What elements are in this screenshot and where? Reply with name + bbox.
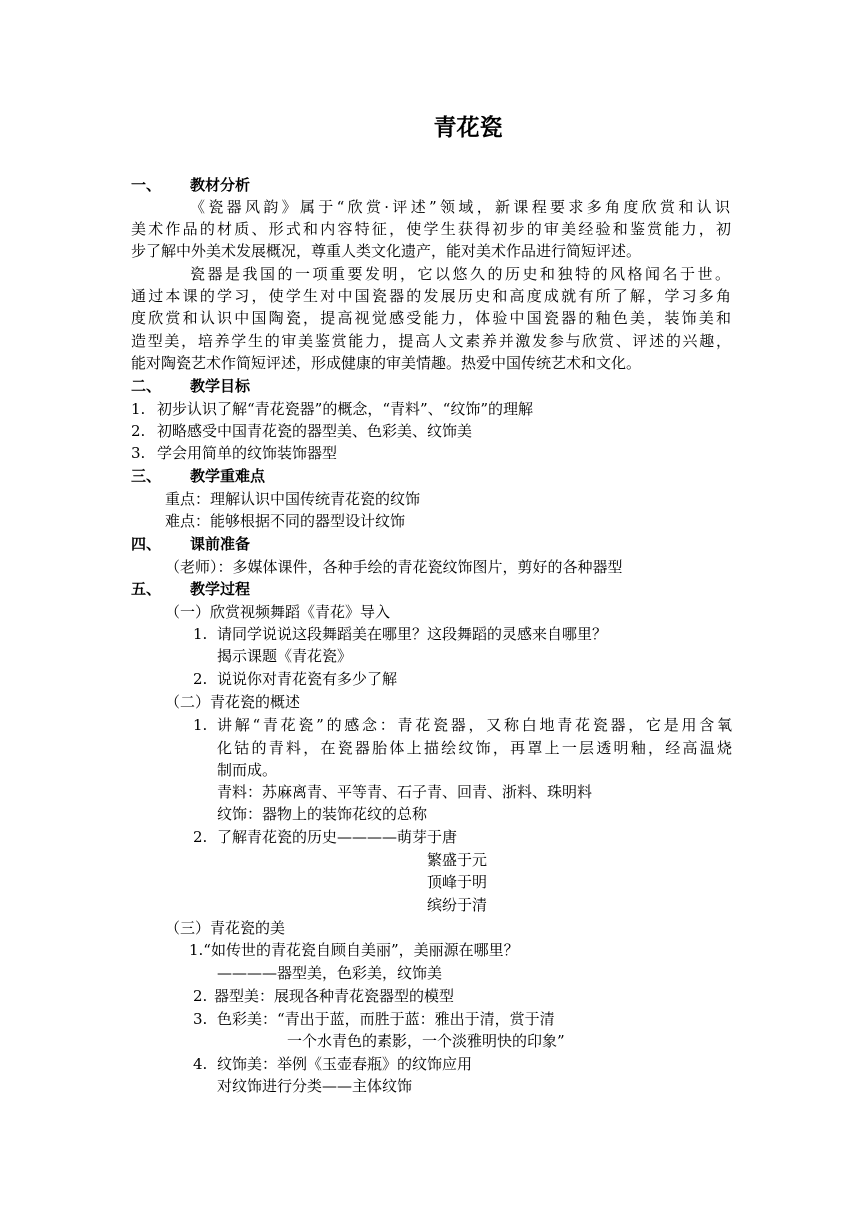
- step-1-item-2-number: 2.: [193, 670, 208, 688]
- goal-1-number: 1.: [131, 400, 146, 418]
- step-3-item-3-number: 3.: [193, 1010, 208, 1028]
- step-1-item-1-number: 1.: [193, 625, 208, 643]
- history-yuan: 繁盛于元: [427, 851, 488, 869]
- section-3-heading: 教学重难点: [190, 467, 266, 485]
- section-1-para-2-line-5: 能对陶瓷艺术作简短评述，形成健康的审美情趣。热爱中国传统艺术和文化。: [131, 354, 642, 372]
- goal-1-text: 初步认识了解“青花瓷器”的概念，“青料”、“纹饰”的理解: [157, 400, 534, 418]
- section-1-number: 一、: [131, 176, 162, 194]
- section-5-number: 五、: [131, 580, 162, 598]
- step-2-heading: （二）青花瓷的概述: [165, 693, 301, 711]
- step-3-item-3-text: 色彩美：“青出于蓝，而胜于蓝：雅出于清，赏于清: [217, 1010, 555, 1028]
- history-ming: 顶峰于明: [427, 873, 488, 891]
- section-4-number: 四、: [131, 535, 162, 553]
- section-1-para-2-line-2: 通过本课的学习，使学生对中国瓷器的发展历史和高度成就有所了解，学习多角: [131, 287, 731, 305]
- step-2-item-1-line-2: 化钴的青料，在瓷器胎体上描绘纹饰，再罩上一层透明釉，经高温烧: [217, 739, 732, 757]
- step-2-item-1-number: 1.: [193, 716, 208, 734]
- difficult-point-line: 难点：能够根据不同的器型设计纹饰: [165, 512, 406, 530]
- wenshi-line: 纹饰：器物上的装饰花纹的总称: [217, 805, 428, 823]
- preparation-line: （老师）：多媒体课件，各种手绘的青花瓷纹饰图片，剪好的各种器型: [165, 558, 623, 576]
- step-3-item-4-text: 纹饰美：举例《玉壶春瓶》的纹饰应用: [217, 1055, 473, 1073]
- goal-3-number: 3.: [131, 444, 146, 462]
- step-1-item-2-text: 说说你对青花瓷有多少了解: [217, 670, 398, 688]
- step-3-item-2-number: 2.: [193, 987, 208, 1005]
- section-1-para-2-line-3: 度欣赏和认识中国陶瓷，提高视觉感受能力，体验中国瓷器的釉色美，装饰美和: [131, 309, 731, 327]
- section-1-para-1-line-1: 《瓷器风韵》属于“欣赏·评述”领域，新课程要求多角度欣赏和认识: [190, 198, 730, 216]
- section-5-heading: 教学过程: [190, 580, 251, 598]
- step-3-heading: （三）青花瓷的美: [165, 919, 286, 937]
- history-qing: 缤纷于清: [427, 896, 488, 914]
- step-3-item-3-subline: 一个水青色的素影，一个淡雅明快的印象”: [287, 1032, 565, 1050]
- step-3-item-1-text: 1.“如传世的青花瓷自顾自美丽”，美丽源在哪里？: [189, 941, 519, 959]
- step-3-item-4-number: 4.: [193, 1055, 208, 1073]
- page-title: 青花瓷: [433, 114, 503, 141]
- step-2-item-2-number: 2.: [193, 828, 208, 846]
- step-3-item-1-subline: ————器型美，色彩美，纹饰美: [217, 964, 443, 982]
- section-1-heading: 教材分析: [190, 176, 251, 194]
- step-2-item-1-line-3: 制而成。: [217, 761, 278, 779]
- step-1-heading: （一）欣赏视频舞蹈《青花》导入: [165, 603, 391, 621]
- step-1-item-1-text: 请同学说说这段舞蹈美在哪里？这段舞蹈的灵感来自哪里？: [217, 625, 608, 643]
- section-4-heading: 课前准备: [190, 535, 251, 553]
- step-2-item-1-line-1: 讲解“青花瓷”的感念：青花瓷器，又称白地青花瓷器，它是用含氧: [217, 716, 732, 734]
- section-1-para-1-line-3: 步了解中外美术发展概况，尊重人类文化遗产，能对美术作品进行简短评述。: [131, 242, 642, 260]
- section-2-heading: 教学目标: [190, 377, 251, 395]
- step-3-item-4-subline: 对纹饰进行分类——主体纹饰: [217, 1077, 413, 1095]
- step-2-item-2-text: 了解青花瓷的历史————萌芽于唐: [217, 828, 458, 846]
- goal-2-number: 2.: [131, 422, 146, 440]
- key-point-line: 重点：理解认识中国传统青花瓷的纹饰: [165, 490, 421, 508]
- step-3-item-2-text: 器型美：展现各种青花瓷器型的模型: [214, 987, 455, 1005]
- section-1-para-1-line-2: 美术作品的材质、形式和内容特征，使学生获得初步的审美经验和鉴赏能力，初: [131, 220, 731, 238]
- section-2-number: 二、: [131, 377, 162, 395]
- section-1-para-2-line-1: 瓷器是我国的一项重要发明，它以悠久的历史和独特的风格闻名于世。: [190, 265, 730, 283]
- qingliao-line: 青料：苏麻离青、平等青、石子青、回青、浙料、珠明料: [217, 783, 593, 801]
- section-1-para-2-line-4: 造型美，培养学生的审美鉴赏能力，提高人文素养并激发参与欣赏、评述的兴趣，: [131, 332, 731, 350]
- section-3-number: 三、: [131, 467, 162, 485]
- goal-2-text: 初略感受中国青花瓷的器型美、色彩美、纹饰美: [157, 422, 473, 440]
- step-1-item-1-subline: 揭示课题《青花瓷》: [217, 647, 353, 665]
- goal-3-text: 学会用简单的纹饰装饰器型: [157, 444, 338, 462]
